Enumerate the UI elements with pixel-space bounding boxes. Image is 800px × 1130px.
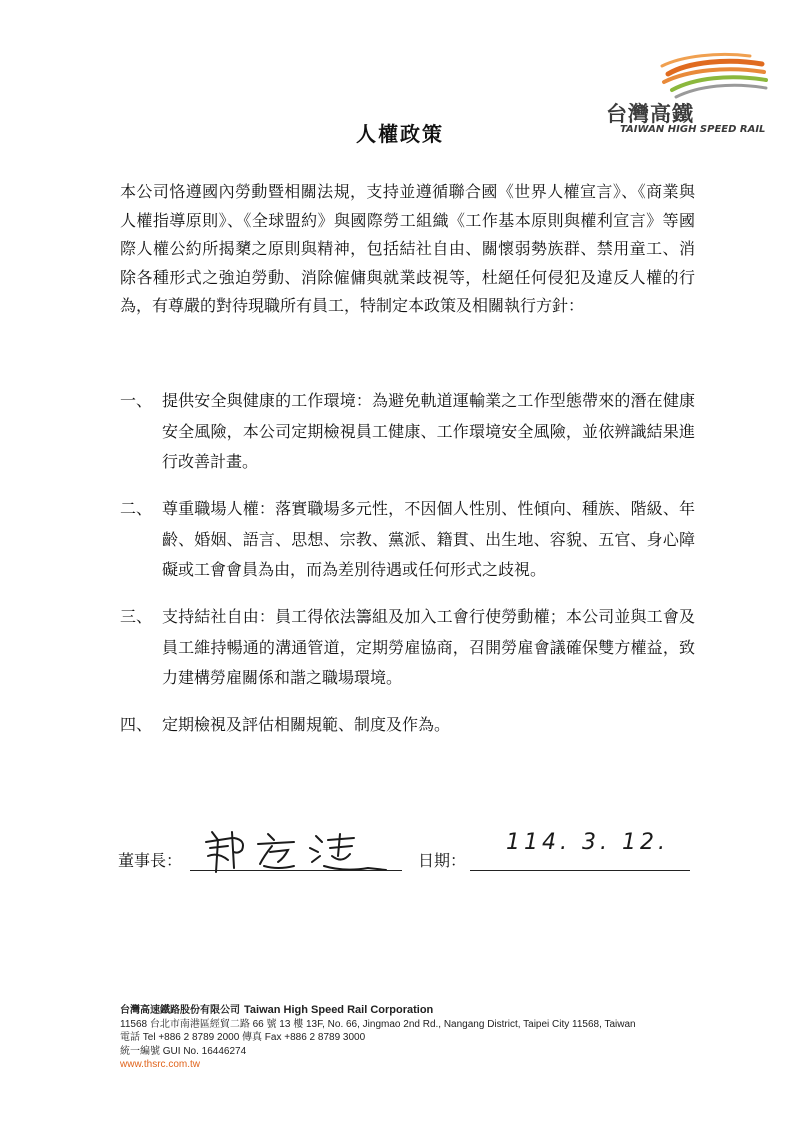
policy-item-text: 尊重職場人權：落實職場多元性，不因個人性別、性傾向、種族、階級、年齡、婚姻、語言、思想、宗教、黨派、籍貫、出生地、容貌、五官、身心障礙或工會會員為由，而為差別待遇或任何形式之歧視。 (162, 499, 695, 579)
speed-stripes-icon (658, 52, 768, 100)
footer-website-link[interactable]: www.thsrc.com.tw (120, 1059, 201, 1070)
handwritten-signature (198, 826, 398, 876)
date-line (470, 870, 690, 871)
policy-item-number: 三、 (120, 607, 153, 626)
policy-item-1 (120, 386, 695, 478)
date-label: 日期： (418, 851, 467, 870)
policy-item-text: 定期檢視及評估相關規範、制度及作為。 (162, 715, 451, 734)
intro-paragraph: 本公司恪遵國內勞動暨相關法規，支持並遵循聯合國《世界人權宣言》、《商業與人權指導原則》、《全球盟約》與國際勞工組織《工作基本原則與權利宣言》等國際人權公約所揭櫫之原則與精神，包括結社自由、關懷弱勢族群、禁用童工、消除各種形式之強迫勞動、消除僱傭與就業歧視等，杜絕任何侵犯及違反人權的行為，有尊嚴的對待現職所有員工，特制定本政策及相關執行方針： (120, 182, 695, 315)
policy-item-4 (120, 710, 695, 741)
footer-company (120, 1004, 700, 1018)
policy-item-number: 四、 (120, 715, 153, 734)
policy-item-text: 支持結社自由：員工得依法籌組及加入工會行使勞動權；本公司並與工會及員工維持暢通的溝通管道，定期勞雇協商，召開勞雇會議確保雙方權益，致力建構勞雇關係和諧之職場環境。 (162, 607, 695, 687)
footer-address: 11568 台北市南港區經貿二路 66 號 13 樓 13F, No. 66, Jingmao 2nd Rd., Nangang District, Taipei City 11568, Taiwan (120, 1018, 636, 1030)
logo-name-en: TAIWAN HIGH SPEED RAIL (620, 124, 766, 135)
policy-item-3 (120, 602, 695, 694)
company-footer (120, 1004, 700, 1072)
handwritten-date: 114. 3. 12. (506, 830, 669, 855)
policy-item-number: 二、 (120, 499, 153, 518)
policy-item-text: 提供安全與健康的工作環境：為避免軌道運輸業之工作型態帶來的潛在健康安全風險，本公司定期檢視員工健康、工作環境安全風險，並依辨識結果進行改善計畫。 (162, 391, 695, 471)
footer-company-en: Taiwan High Speed Rail Corporation (244, 1004, 434, 1016)
footer-company-cn: 台灣高速鐵路股份有限公司 (120, 1005, 240, 1016)
policy-item-2 (120, 494, 695, 586)
page-title: 人權政策 (356, 122, 444, 146)
policy-item-number: 一、 (120, 391, 153, 410)
chairman-label: 董事長： (118, 851, 183, 870)
footer-phone: 電話 Tel +886 2 8789 2000 傳真 Fax +886 2 8789 3000 (120, 1032, 366, 1043)
footer-gui: 統一編號 GUI No. 16446274 (120, 1045, 247, 1057)
signature-line (190, 870, 402, 871)
logo-name-cn: 台灣高鐵 (606, 102, 694, 126)
signature-row (118, 826, 698, 886)
